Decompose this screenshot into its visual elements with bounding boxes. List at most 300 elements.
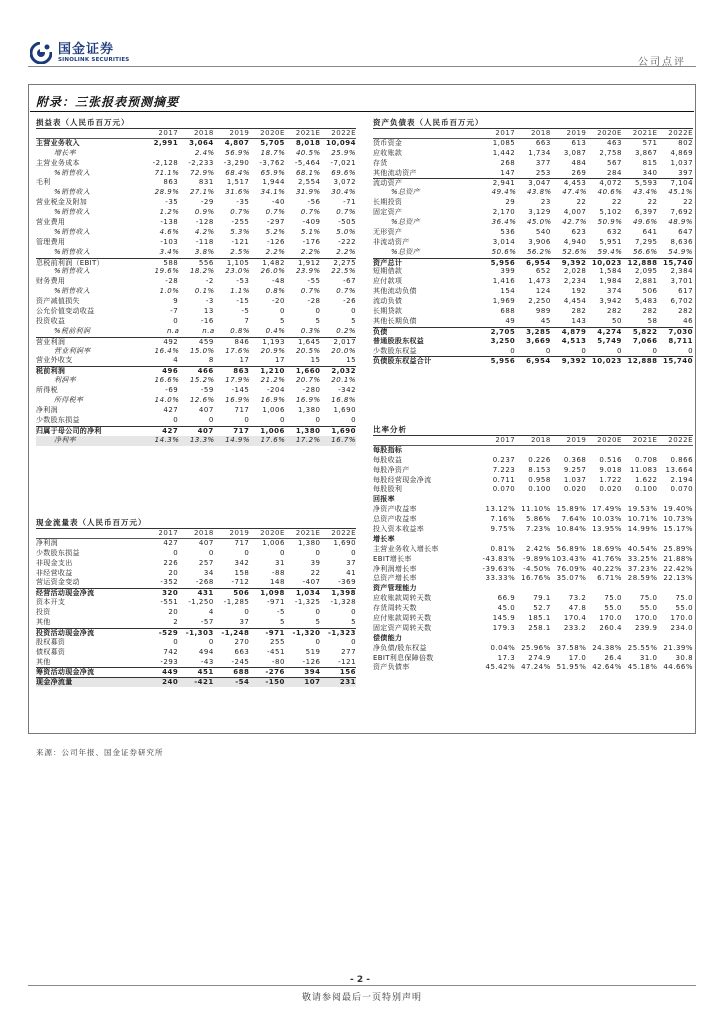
value-cell: 9.257 bbox=[563, 465, 587, 474]
value-cell: 8,636 bbox=[670, 237, 694, 246]
value-cell: 49.6% bbox=[632, 218, 658, 227]
value-cell: 185.1 bbox=[528, 614, 551, 623]
row-label: 回报率 bbox=[373, 495, 395, 504]
value-cell: 6,954 bbox=[526, 258, 551, 267]
value-cell: 10.71% bbox=[627, 515, 658, 524]
value-cell: 0 bbox=[351, 637, 357, 646]
value-cell: 451 bbox=[197, 668, 214, 677]
row-label: 税前利润 bbox=[36, 367, 66, 376]
value-cell: 0 bbox=[279, 415, 285, 424]
value-cell: 5 bbox=[351, 316, 357, 325]
row-label: 资产总计 bbox=[373, 258, 403, 267]
page-number: - 2 - bbox=[350, 975, 370, 985]
table-row bbox=[36, 347, 356, 357]
year-header-cell: 2017 bbox=[158, 529, 179, 537]
value-cell bbox=[515, 584, 551, 594]
table-row bbox=[36, 416, 356, 426]
value-cell: 40.22% bbox=[592, 564, 622, 573]
value-cell: 17.9% bbox=[225, 376, 251, 385]
row-label: 每股指标 bbox=[373, 445, 403, 454]
table-row bbox=[373, 208, 693, 218]
value-cell: 36.4% bbox=[491, 218, 517, 227]
value-cell: 3,250 bbox=[490, 336, 516, 345]
row-label: 债权募资 bbox=[36, 647, 66, 656]
year-header-cell: 2022E bbox=[331, 529, 357, 537]
value-cell: 9 bbox=[173, 297, 179, 306]
value-cell: 815 bbox=[642, 158, 658, 167]
value-cell: -222 bbox=[338, 237, 357, 246]
row-label: 归属于母公司的净利 bbox=[36, 426, 102, 435]
value-cell: 9,392 bbox=[561, 258, 587, 267]
value-cell: 1.037 bbox=[563, 475, 587, 484]
row-label: 少数股东权益 bbox=[373, 346, 417, 355]
disclaimer: 敬请参阅最后一页特别声明 bbox=[301, 993, 422, 1003]
table-row bbox=[36, 267, 356, 277]
value-cell: 407 bbox=[198, 405, 214, 414]
value-cell: -69 bbox=[165, 386, 179, 395]
value-cell: 1,482 bbox=[262, 258, 285, 267]
value-cell: 7.223 bbox=[492, 465, 516, 474]
value-cell: 72.9% bbox=[189, 168, 215, 177]
row-label: 其他流动资产 bbox=[373, 168, 417, 177]
value-cell: 9.018 bbox=[599, 465, 622, 474]
year-header-cell: 2020E bbox=[260, 529, 285, 537]
ratio-analysis-table bbox=[373, 424, 693, 673]
value-cell: 22 bbox=[576, 198, 587, 207]
value-cell: -712 bbox=[231, 578, 250, 587]
value-cell: 45 bbox=[540, 316, 551, 325]
value-cell: 0.8% bbox=[265, 287, 286, 296]
value-cell: -551 bbox=[160, 598, 179, 607]
row-label: 息税前利润（EBIT） bbox=[36, 258, 104, 267]
value-cell: 0.070 bbox=[492, 485, 516, 494]
year-header-cell: 2018 bbox=[530, 129, 551, 137]
value-cell: 31.0 bbox=[639, 653, 658, 662]
row-label: 主营业务收入增长率 bbox=[373, 544, 439, 553]
value-cell: 45.0% bbox=[526, 218, 552, 227]
table-row bbox=[373, 267, 693, 277]
row-label: 经营活动现金净流 bbox=[36, 589, 95, 598]
table-row bbox=[36, 569, 356, 579]
value-cell: 55.0 bbox=[639, 604, 658, 613]
value-cell: 33.25% bbox=[627, 554, 658, 563]
page-header bbox=[0, 0, 724, 70]
value-cell: 5,593 bbox=[634, 179, 658, 188]
value-cell: -67 bbox=[343, 277, 357, 286]
row-label: 应付账款周转天数 bbox=[373, 614, 432, 623]
value-cell: 43.8% bbox=[526, 188, 552, 197]
value-cell: 66.9 bbox=[497, 594, 516, 603]
value-cell: 5.86% bbox=[526, 515, 551, 524]
table-row bbox=[373, 634, 693, 644]
table-row bbox=[36, 277, 356, 287]
value-cell bbox=[622, 446, 658, 456]
value-cell: 846 bbox=[234, 337, 250, 346]
row-label: 营业利润 bbox=[36, 337, 66, 346]
value-cell: 15 bbox=[310, 356, 321, 365]
value-cell: 1,380 bbox=[297, 405, 321, 414]
table-row bbox=[373, 663, 693, 673]
value-cell: 226 bbox=[163, 558, 179, 567]
value-cell: 269 bbox=[571, 168, 587, 177]
row-label: 长期投资 bbox=[373, 198, 403, 207]
value-cell: 0.8% bbox=[230, 326, 251, 335]
value-cell: -48 bbox=[271, 277, 285, 286]
value-cell: 466 bbox=[197, 367, 214, 376]
value-cell: 397 bbox=[678, 168, 694, 177]
value-cell: 1,006 bbox=[262, 538, 285, 547]
value-cell: 2,250 bbox=[528, 297, 551, 306]
value-cell: 6,397 bbox=[634, 208, 658, 217]
table-row bbox=[373, 446, 693, 456]
value-cell: 320 bbox=[162, 589, 179, 598]
value-cell: 4,940 bbox=[563, 237, 587, 246]
table-row bbox=[373, 624, 693, 634]
value-cell: -57 bbox=[200, 618, 214, 627]
value-cell: 623 bbox=[571, 227, 587, 236]
value-cell: 19.40% bbox=[663, 505, 694, 514]
value-cell: 0.708 bbox=[634, 455, 658, 464]
value-cell: 15.17% bbox=[663, 525, 694, 534]
value-cell: 567 bbox=[607, 158, 622, 167]
value-cell: 492 bbox=[163, 337, 179, 346]
value-cell: 2.4% bbox=[194, 148, 215, 157]
table-row bbox=[373, 198, 693, 208]
value-cell: 3,906 bbox=[528, 237, 551, 246]
table-row bbox=[373, 574, 693, 584]
table-row bbox=[36, 287, 356, 297]
value-cell: 5 bbox=[315, 618, 321, 627]
value-cell: -39.63% bbox=[482, 564, 516, 573]
year-header-row bbox=[36, 529, 356, 539]
table-row bbox=[373, 515, 693, 525]
value-cell: 7,295 bbox=[634, 237, 658, 246]
value-cell: 22 bbox=[310, 568, 321, 577]
value-cell: 47.8 bbox=[568, 604, 587, 613]
value-cell: -20 bbox=[271, 297, 285, 306]
value-cell: 3,669 bbox=[526, 336, 551, 345]
value-cell: 179.3 bbox=[492, 623, 516, 632]
table-row bbox=[36, 549, 356, 559]
value-cell: 5,102 bbox=[599, 208, 622, 217]
value-cell: 22 bbox=[612, 198, 622, 207]
value-cell: 663 bbox=[234, 647, 250, 656]
value-cell: 5,705 bbox=[260, 138, 285, 147]
value-cell: 0 bbox=[545, 346, 551, 355]
value-cell: 5.0% bbox=[336, 227, 357, 236]
year-header-cell: 2020E bbox=[597, 436, 622, 444]
value-cell: 3,867 bbox=[634, 148, 658, 157]
value-cell: 0 bbox=[688, 346, 694, 355]
table-row bbox=[373, 584, 693, 594]
row-label: EBIT利息保障倍数 bbox=[373, 653, 434, 662]
value-cell: 16.8% bbox=[331, 396, 357, 405]
value-cell: 54.9% bbox=[668, 247, 694, 256]
row-label: 应付款项 bbox=[373, 277, 403, 286]
value-cell bbox=[515, 495, 551, 505]
value-cell: 44.66% bbox=[663, 663, 694, 672]
value-cell: 1,098 bbox=[260, 589, 285, 598]
value-cell: 5,483 bbox=[634, 297, 658, 306]
value-cell: 0.020 bbox=[563, 485, 587, 494]
row-label: 短期借款 bbox=[373, 267, 403, 276]
value-cell: 37 bbox=[346, 558, 357, 567]
row-label: 营业利润率 bbox=[54, 346, 91, 355]
row-label: 其他长期负债 bbox=[373, 316, 417, 325]
value-cell: 374 bbox=[607, 287, 622, 296]
value-cell: 0.2% bbox=[336, 326, 357, 335]
value-cell: 20.1% bbox=[331, 376, 357, 385]
value-cell: -54 bbox=[235, 678, 250, 687]
value-cell: 56.6% bbox=[632, 247, 658, 256]
value-cell: 0 bbox=[315, 637, 321, 646]
value-cell: 18.2% bbox=[189, 267, 215, 276]
value-cell: 73.2 bbox=[568, 594, 587, 603]
value-cell: 257 bbox=[198, 558, 214, 567]
value-cell: 4,274 bbox=[597, 327, 622, 336]
value-cell: 1,517 bbox=[226, 178, 250, 187]
value-cell: 5 bbox=[279, 316, 285, 325]
value-cell: 2.2% bbox=[300, 247, 321, 256]
row-label: 所得税率 bbox=[54, 396, 84, 405]
value-cell: 31 bbox=[275, 558, 285, 567]
value-cell: 10,023 bbox=[591, 357, 622, 366]
value-cell: 1,660 bbox=[295, 367, 321, 376]
row-label: 财务费用 bbox=[36, 277, 66, 286]
brand-logo bbox=[30, 42, 129, 64]
value-cell: 7,692 bbox=[670, 208, 694, 217]
value-cell: 5 bbox=[279, 618, 285, 627]
table-row bbox=[36, 667, 356, 677]
value-cell: 399 bbox=[500, 267, 516, 276]
value-cell: 2,384 bbox=[670, 267, 694, 276]
value-cell: 0 bbox=[244, 608, 250, 617]
value-cell: -2,128 bbox=[152, 158, 179, 167]
row-label: %总资产 bbox=[391, 188, 420, 197]
value-cell: -43.83% bbox=[482, 554, 516, 563]
header-spacer bbox=[373, 436, 480, 445]
value-cell: 65.9% bbox=[260, 168, 286, 177]
row-label: 每股净资产 bbox=[373, 465, 410, 474]
value-cell: -126 bbox=[267, 237, 285, 246]
value-cell: 16.4% bbox=[154, 346, 180, 355]
value-cell: 49 bbox=[505, 316, 516, 325]
value-cell: 41 bbox=[346, 568, 357, 577]
year-header-cell: 2020E bbox=[260, 129, 285, 137]
value-cell: 277 bbox=[341, 647, 357, 656]
value-cell: 688 bbox=[233, 668, 250, 677]
value-cell: 234.0 bbox=[670, 623, 694, 632]
year-header-cell: 2022E bbox=[668, 436, 694, 444]
value-cell: 30.8 bbox=[675, 653, 694, 662]
value-cell: 0 bbox=[351, 608, 357, 617]
row-label: %销售收入 bbox=[54, 208, 91, 217]
row-label: %销售收入 bbox=[54, 287, 91, 296]
value-cell: 0.020 bbox=[599, 485, 622, 494]
row-label: 投资收益 bbox=[36, 316, 66, 325]
value-cell bbox=[622, 495, 658, 505]
value-cell: 0 bbox=[208, 548, 214, 557]
value-cell: 0 bbox=[173, 548, 179, 557]
year-header-row bbox=[373, 436, 693, 446]
value-cell: -204 bbox=[267, 386, 285, 395]
row-label: 资产负债率 bbox=[373, 663, 410, 672]
row-label: 其他 bbox=[36, 657, 51, 666]
year-header-cell: 2019 bbox=[229, 129, 250, 137]
row-label: 营业费用 bbox=[36, 218, 66, 227]
row-label: 增长率 bbox=[373, 534, 395, 543]
row-label: 非现金支出 bbox=[36, 558, 73, 567]
value-cell bbox=[622, 634, 658, 644]
value-cell: 0 bbox=[279, 548, 285, 557]
value-cell: 33.33% bbox=[485, 574, 516, 583]
value-cell bbox=[551, 495, 587, 505]
year-header-cell: 2022E bbox=[331, 129, 357, 137]
value-cell: 0 bbox=[279, 307, 285, 316]
value-cell: -1,320 bbox=[292, 628, 321, 637]
value-cell: -421 bbox=[194, 678, 214, 687]
row-label: 净利润 bbox=[36, 405, 58, 414]
value-cell: 1,037 bbox=[670, 158, 694, 167]
value-cell: 2.42% bbox=[526, 544, 551, 553]
value-cell: -280 bbox=[302, 386, 321, 395]
value-cell: 556 bbox=[198, 258, 214, 267]
value-cell: 3,087 bbox=[563, 148, 587, 157]
value-cell: 5 bbox=[315, 316, 321, 325]
value-cell: 394 bbox=[304, 668, 321, 677]
value-cell: 0 bbox=[244, 548, 250, 557]
value-cell: 268 bbox=[500, 158, 516, 167]
value-cell: 6,702 bbox=[670, 297, 694, 306]
value-cell: 0.100 bbox=[528, 485, 551, 494]
value-cell: 18.69% bbox=[592, 544, 622, 553]
row-label: 增长率 bbox=[54, 148, 76, 157]
table-row bbox=[36, 559, 356, 569]
value-cell: 7 bbox=[244, 316, 250, 325]
value-cell: -59 bbox=[200, 386, 214, 395]
value-cell: 21.2% bbox=[260, 376, 286, 385]
value-cell bbox=[622, 584, 658, 594]
value-cell: 802 bbox=[678, 138, 694, 147]
value-cell: 10,023 bbox=[591, 258, 622, 267]
value-cell: n.a bbox=[202, 326, 215, 335]
value-cell: 124 bbox=[535, 287, 551, 296]
table-row bbox=[373, 327, 693, 337]
year-header-cell: 2019 bbox=[229, 529, 250, 537]
value-cell bbox=[586, 584, 622, 594]
value-cell: 239.9 bbox=[634, 623, 658, 632]
value-cell: 43.4% bbox=[632, 188, 658, 197]
row-label: 营业税金及附加 bbox=[36, 198, 88, 207]
value-cell: 51.95% bbox=[556, 663, 587, 672]
value-cell bbox=[586, 446, 622, 456]
table-row bbox=[373, 485, 693, 495]
table-row bbox=[36, 658, 356, 668]
table-row bbox=[36, 238, 356, 248]
value-cell: 0.9% bbox=[194, 208, 215, 217]
value-cell: 506 bbox=[642, 287, 658, 296]
table-row bbox=[36, 396, 356, 406]
row-label: 管理费用 bbox=[36, 237, 66, 246]
value-cell: 50.6% bbox=[491, 247, 517, 256]
value-cell: -3,762 bbox=[259, 158, 285, 167]
value-cell: -15 bbox=[236, 297, 250, 306]
value-cell: 10.73% bbox=[663, 515, 694, 524]
table-row bbox=[373, 614, 693, 624]
value-cell: 52.6% bbox=[562, 247, 588, 256]
value-cell: 233.2 bbox=[563, 623, 587, 632]
row-label: %销售收入 bbox=[54, 168, 91, 177]
table-row bbox=[36, 317, 356, 327]
table-row bbox=[373, 238, 693, 248]
value-cell: 45.18% bbox=[627, 663, 658, 672]
value-cell: 0 bbox=[652, 346, 658, 355]
value-cell: 31.9% bbox=[295, 188, 321, 197]
value-cell: 613 bbox=[571, 138, 587, 147]
value-cell: 632 bbox=[607, 227, 622, 236]
row-label: 资本开支 bbox=[36, 598, 66, 607]
row-label: 存货周转天数 bbox=[373, 604, 417, 613]
value-cell: 20 bbox=[168, 608, 179, 617]
row-label: 筹资活动现金净流 bbox=[36, 668, 95, 677]
year-header-row bbox=[373, 129, 693, 139]
value-cell: n.a bbox=[166, 326, 180, 335]
brand-name-en: SINOLINK SECURITIES bbox=[58, 56, 130, 63]
value-cell: 0.237 bbox=[492, 455, 516, 464]
row-label: 无形资产 bbox=[373, 227, 403, 236]
value-cell: -9.89% bbox=[523, 554, 551, 563]
value-cell bbox=[144, 149, 179, 159]
row-label: 主营业务成本 bbox=[36, 158, 80, 167]
value-cell: 5.3% bbox=[230, 227, 251, 236]
header-divider bbox=[28, 66, 696, 67]
row-label: 利润率 bbox=[54, 376, 76, 385]
value-cell: 23.0% bbox=[225, 267, 251, 276]
value-cell: 717 bbox=[234, 405, 250, 414]
value-cell: 31.6% bbox=[225, 188, 251, 197]
value-cell: 519 bbox=[305, 647, 321, 656]
table-row bbox=[373, 525, 693, 535]
value-cell: 75.0 bbox=[639, 594, 658, 603]
value-cell: -28 bbox=[165, 277, 179, 286]
table-row bbox=[373, 287, 693, 297]
value-cell bbox=[515, 634, 551, 644]
value-cell: 0 bbox=[208, 637, 214, 646]
value-cell: 41.76% bbox=[592, 554, 622, 563]
value-cell: 68.4% bbox=[225, 168, 251, 177]
row-label: 股权募资 bbox=[36, 637, 66, 646]
value-cell: 11.10% bbox=[521, 505, 551, 514]
value-cell: -255 bbox=[231, 218, 250, 227]
value-cell: 7.16% bbox=[490, 515, 516, 524]
value-cell: -5 bbox=[276, 608, 285, 617]
row-label: 偿债能力 bbox=[373, 633, 403, 642]
value-cell: 0.866 bbox=[670, 455, 694, 464]
value-cell: 34 bbox=[203, 568, 214, 577]
value-cell: 15.2% bbox=[189, 376, 215, 385]
value-cell: 17.2% bbox=[295, 435, 321, 444]
table-row bbox=[373, 456, 693, 466]
value-cell: 9,392 bbox=[561, 357, 587, 366]
value-cell bbox=[622, 535, 658, 545]
table-row bbox=[36, 436, 356, 446]
value-cell: 37.23% bbox=[627, 564, 658, 573]
value-cell: 2,705 bbox=[490, 327, 516, 336]
value-cell: 13.664 bbox=[665, 465, 694, 474]
value-cell: 282 bbox=[607, 307, 622, 316]
value-cell: -3,290 bbox=[223, 158, 250, 167]
value-cell: 2,758 bbox=[599, 148, 622, 157]
